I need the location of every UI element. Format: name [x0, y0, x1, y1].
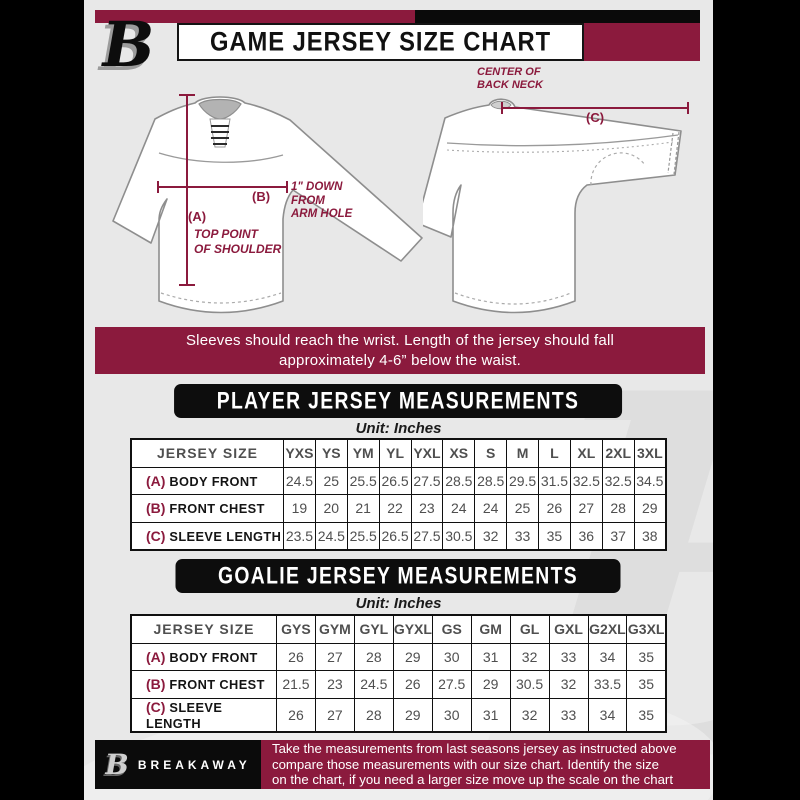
measurement-value-cell: 32.5: [602, 467, 634, 495]
measurement-value-cell: 26: [277, 643, 316, 671]
measurement-value-cell: 33: [549, 698, 588, 732]
measurement-value-cell: 23.5: [284, 522, 316, 550]
measurement-value-cell: 19: [284, 495, 316, 523]
measurement-value-cell: 32: [510, 643, 549, 671]
size-column-header: GYXL: [393, 615, 432, 643]
measurement-value-cell: 35: [627, 643, 666, 671]
header-stripe-black: [415, 10, 700, 23]
footer-logo-icon: B: [102, 748, 132, 781]
measurement-value-cell: 32: [475, 522, 507, 550]
size-column-header: G3XL: [627, 615, 666, 643]
goalie-unit-label: Unit: Inches: [355, 595, 442, 612]
footer-brand-box: [95, 740, 261, 789]
measurement-value-cell: 35: [627, 698, 666, 732]
measurement-b-description: 1" DOWN FROM ARM HOLE: [291, 181, 353, 220]
right-black-bar: [713, 0, 800, 800]
measurement-row-label: (B) FRONT CHEST: [131, 495, 284, 523]
measurement-value-cell: 30: [432, 643, 471, 671]
measurement-value-cell: 25: [507, 495, 539, 523]
measurement-value-cell: 26: [393, 671, 432, 699]
measurement-value-cell: 23: [315, 671, 354, 699]
measurement-value-cell: 24.5: [354, 671, 393, 699]
player-measurements-banner: PLAYER JERSEY MEASUREMENTS: [174, 384, 622, 418]
footer-instructions: Take the measurements from last seasons jersey as instructed above compare those measurements with our size chart. Identify the size on the chart, if you need a larger size move up the scale on the chart: [261, 740, 710, 789]
measurement-a-label: (A): [188, 209, 207, 224]
back-jersey-diagram: [423, 93, 715, 328]
measurement-value-cell: 23: [411, 495, 443, 523]
measurement-value-cell: 34: [588, 643, 627, 671]
measurement-value-cell: 33.5: [588, 671, 627, 699]
size-column-header: 3XL: [634, 439, 666, 467]
measurement-value-cell: 31: [471, 643, 510, 671]
measurement-value-cell: 33: [507, 522, 539, 550]
measurement-value-cell: 36: [570, 522, 602, 550]
measurement-value-cell: 32: [510, 698, 549, 732]
size-column-header: XS: [443, 439, 475, 467]
measurement-value-cell: 33: [549, 643, 588, 671]
size-column-header: GYL: [354, 615, 393, 643]
measurement-value-cell: 32: [549, 671, 588, 699]
measurement-value-cell: 30.5: [510, 671, 549, 699]
measurement-value-cell: 26: [539, 495, 571, 523]
size-column-header: GYM: [315, 615, 354, 643]
size-column-header: GYS: [277, 615, 316, 643]
size-column-header: XL: [570, 439, 602, 467]
size-column-header: L: [539, 439, 571, 467]
measurement-c-label: (C): [586, 110, 605, 125]
size-column-header: G2XL: [588, 615, 627, 643]
measurement-row: [131, 698, 666, 732]
measurement-value-cell: 27: [315, 698, 354, 732]
measurement-value-cell: 31: [471, 698, 510, 732]
measurement-value-cell: 24.5: [284, 467, 316, 495]
player-unit-label: Unit: Inches: [355, 420, 442, 437]
jersey-size-corner-cell: JERSEY SIZE: [131, 439, 284, 467]
size-column-header: GXL: [549, 615, 588, 643]
size-column-header: YXL: [411, 439, 443, 467]
measurement-value-cell: 30: [432, 698, 471, 732]
measurement-row-label: (A) BODY FRONT: [131, 467, 284, 495]
size-column-header: 2XL: [602, 439, 634, 467]
center-back-neck-label: CENTER OF BACK NECK: [477, 66, 543, 91]
size-column-header: M: [507, 439, 539, 467]
measurement-value-cell: 26.5: [379, 522, 411, 550]
measurement-value-cell: 29: [471, 671, 510, 699]
measurement-row: [131, 671, 666, 699]
fit-note-banner: Sleeves should reach the wrist. Length of the jersey should fall approximately 4-6” below the waist.: [95, 327, 705, 374]
measurement-value-cell: 24: [475, 495, 507, 523]
measurement-row-label: (A) BODY FRONT: [131, 643, 277, 671]
measurement-value-cell: 32.5: [570, 467, 602, 495]
measurement-value-cell: 28.5: [443, 467, 475, 495]
measurement-row: [131, 522, 666, 550]
measurement-value-cell: 25: [315, 467, 347, 495]
measurement-value-cell: 30.5: [443, 522, 475, 550]
measurement-value-cell: 29: [393, 643, 432, 671]
measurement-value-cell: 27.5: [411, 467, 443, 495]
measurement-value-cell: 35: [539, 522, 571, 550]
measurement-value-cell: 38: [634, 522, 666, 550]
measurement-value-cell: 28: [602, 495, 634, 523]
measurement-value-cell: 21.5: [277, 671, 316, 699]
measurement-value-cell: 27: [570, 495, 602, 523]
measurement-value-cell: 29.5: [507, 467, 539, 495]
measurement-value-cell: 20: [315, 495, 347, 523]
size-column-header: YS: [315, 439, 347, 467]
measurement-value-cell: 25.5: [347, 522, 379, 550]
left-black-bar: [0, 0, 84, 800]
measurement-value-cell: 24: [443, 495, 475, 523]
measurement-value-cell: 21: [347, 495, 379, 523]
measurement-value-cell: 27: [315, 643, 354, 671]
size-column-header: YL: [379, 439, 411, 467]
breakaway-logo-icon: B: [95, 8, 161, 81]
size-column-header: S: [475, 439, 507, 467]
measurement-value-cell: 31.5: [539, 467, 571, 495]
measurement-b-label: (B): [252, 189, 271, 204]
measurement-value-cell: 27.5: [411, 522, 443, 550]
size-column-header: GS: [432, 615, 471, 643]
measurement-row-label: (C) SLEEVE LENGTH: [131, 522, 284, 550]
measurement-value-cell: 24.5: [315, 522, 347, 550]
size-column-header: YXS: [284, 439, 316, 467]
measurement-value-cell: 37: [602, 522, 634, 550]
measurement-value-cell: 34: [588, 698, 627, 732]
measurement-a-description: TOP POINT OF SHOULDER: [194, 227, 282, 256]
measurement-value-cell: 28: [354, 643, 393, 671]
measurement-value-cell: 26.5: [379, 467, 411, 495]
jersey-size-corner-cell: JERSEY SIZE: [131, 615, 277, 643]
size-column-header: GM: [471, 615, 510, 643]
measurement-row: [131, 643, 666, 671]
page-title: GAME JERSEY SIZE CHART: [209, 26, 552, 57]
front-jersey-diagram: [103, 93, 433, 328]
measurement-value-cell: 22: [379, 495, 411, 523]
footer-brand-name: BREAKAWAY: [137, 757, 251, 772]
measurement-value-cell: 28: [354, 698, 393, 732]
measurement-value-cell: 35: [627, 671, 666, 699]
measurement-row: [131, 467, 666, 495]
size-column-header: GL: [510, 615, 549, 643]
size-column-header: YM: [347, 439, 379, 467]
measurement-row: [131, 495, 666, 523]
measurement-value-cell: 29: [634, 495, 666, 523]
measurement-value-cell: 28.5: [475, 467, 507, 495]
measurement-row-label: (B) FRONT CHEST: [131, 671, 277, 699]
measurement-value-cell: 25.5: [347, 467, 379, 495]
page-title-box: [177, 23, 584, 61]
goalie-size-table: [130, 614, 667, 733]
measurement-value-cell: 27.5: [432, 671, 471, 699]
title-maroon-block: [584, 23, 700, 61]
measurement-value-cell: 29: [393, 698, 432, 732]
player-size-table: [130, 438, 667, 551]
goalie-measurements-banner: GOALIE JERSEY MEASUREMENTS: [176, 559, 621, 593]
measurement-row-label: (C) SLEEVE LENGTH: [131, 698, 277, 732]
measurement-value-cell: 34.5: [634, 467, 666, 495]
measurement-value-cell: 26: [277, 698, 316, 732]
